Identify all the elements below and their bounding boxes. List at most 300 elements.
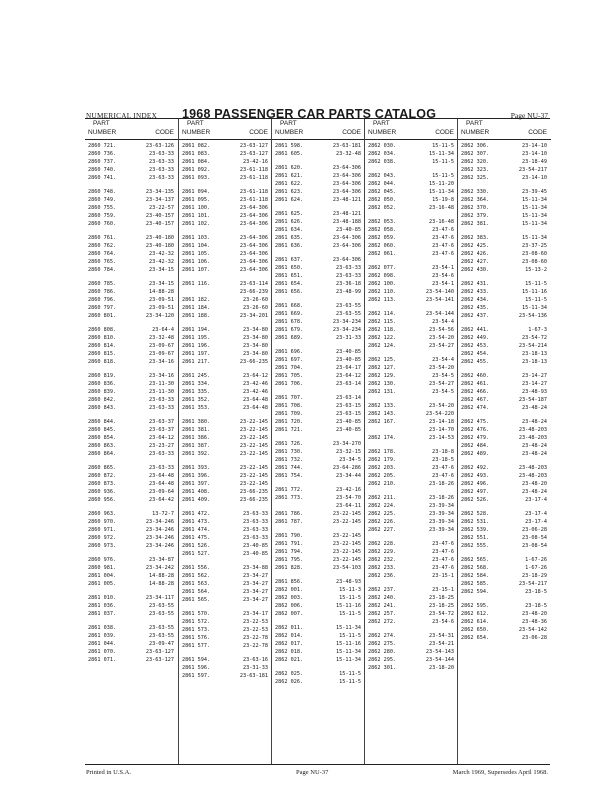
table-row (85, 396, 178, 404)
part-code: 23-63-127 (239, 143, 268, 149)
part-number: 2861 107. (182, 267, 211, 273)
part-number: 2862 014. (275, 633, 304, 639)
table-row (458, 496, 551, 504)
table-row (365, 602, 458, 610)
table-row (272, 302, 365, 310)
table-row (272, 556, 365, 564)
part-code: 23-54-142 (518, 627, 547, 633)
entry-group (272, 624, 365, 664)
part-number: 2862 125. (368, 357, 397, 363)
part-number: 2862 026. (275, 679, 304, 685)
table-row (179, 656, 272, 664)
part-number: 2861 605. (275, 151, 304, 157)
table-row (272, 670, 365, 678)
part-code: 23-63-55 (149, 603, 174, 609)
part-code: 23-54-217 (518, 581, 547, 587)
part-code: 23-34-27 (243, 597, 268, 603)
part-code: 23-34-234 (332, 327, 361, 333)
table-row (272, 578, 365, 586)
part-number: 2861 106. (182, 259, 211, 265)
part-number: 2861 565. (182, 597, 211, 603)
part-number: 2860 872. (88, 473, 117, 479)
table-row (85, 350, 178, 358)
table-row (365, 234, 458, 242)
part-number: 2860 796. (88, 297, 117, 303)
table-row (85, 258, 178, 266)
part-code: 15-11-34 (336, 625, 361, 631)
table-row (179, 418, 272, 426)
part-code: 23-64-12 (336, 373, 361, 379)
table-row (272, 380, 365, 388)
part-code: 23-14-70 (429, 427, 454, 433)
part-code: 23-42-16 (336, 487, 361, 493)
header-number: NUMBER (88, 129, 117, 136)
part-code: 23-39-34 (429, 511, 454, 517)
table-row (179, 534, 272, 542)
part-number: 2861 105. (182, 251, 211, 257)
header-part: PART (373, 120, 390, 127)
part-code: 23-47-6 (432, 251, 454, 257)
part-number: 2862 227. (368, 527, 397, 533)
part-number: 2862 131. (368, 389, 397, 395)
table-row (85, 296, 178, 304)
table-row (365, 188, 458, 196)
part-code: 23-34-15 (149, 281, 174, 287)
part-number: 2860 864. (88, 451, 117, 457)
table-row (365, 388, 458, 396)
part-code: 23-48-188 (332, 219, 361, 225)
part-code: 23-40-85 (243, 543, 268, 549)
table-row (458, 358, 551, 366)
part-code: 23-14-10 (522, 143, 547, 149)
table-row (85, 312, 178, 320)
table-row (458, 634, 551, 642)
table-row (272, 540, 365, 548)
part-code: 23-18-13 (522, 359, 547, 365)
entry-group (272, 164, 365, 204)
table-row (179, 296, 272, 304)
part-number: 2862 531. (461, 519, 490, 525)
part-code: 23-40-180 (145, 235, 174, 241)
table-row (365, 594, 458, 602)
part-code: 23-63-55 (149, 611, 174, 617)
table-row (458, 196, 551, 204)
part-code: 23-64-306 (239, 235, 268, 241)
part-code: 23-17-4 (525, 497, 547, 503)
table-row (458, 542, 551, 550)
entry-group (85, 280, 178, 320)
part-code: 23-14-27 (522, 373, 547, 379)
table-row (365, 664, 458, 672)
part-number: 2860 797. (88, 305, 117, 311)
part-number: 2862 225. (368, 511, 397, 517)
table-row (85, 304, 178, 312)
part-code: 14-88-28 (149, 289, 174, 295)
part-code: 23-48-99 (336, 289, 361, 295)
part-code: 23-14-10 (522, 175, 547, 181)
table-row (85, 250, 178, 258)
part-code: 23-54-31 (429, 633, 454, 639)
part-code: 23-22-53 (243, 619, 268, 625)
part-code: 23-22-78 (243, 635, 268, 641)
entry-group (272, 440, 365, 480)
part-number: 2861 794. (275, 549, 304, 555)
part-code: 15-11-5 (339, 633, 361, 639)
part-code: 23-64-48 (149, 481, 174, 487)
part-code: 23-63-15 (336, 411, 361, 417)
entry-group (179, 280, 272, 320)
part-code: 15-11-3 (339, 587, 361, 593)
part-number: 2862 205. (368, 473, 397, 479)
part-code: 23-40-85 (336, 349, 361, 355)
part-number: 2861 092. (182, 167, 211, 173)
table-row (179, 434, 272, 442)
part-number: 2862 425. (461, 243, 490, 249)
table-row (458, 534, 551, 542)
part-code: 23-42-46 (243, 381, 268, 387)
part-number: 2862 466. (461, 389, 490, 395)
table-row (365, 494, 458, 502)
part-number: 2860 760. (88, 221, 117, 227)
part-code: 23-54-144 (425, 657, 454, 663)
part-number: 2862 614. (461, 619, 490, 625)
part-number: 2862 489. (461, 451, 490, 457)
table-row (458, 518, 551, 526)
part-number: 2861 730. (275, 449, 304, 455)
table-row (458, 158, 551, 166)
table-row (458, 564, 551, 572)
part-number: 2860 749. (88, 197, 117, 203)
part-number: 2862 236. (368, 573, 397, 579)
part-number: 2861 773. (275, 495, 304, 501)
table-row (179, 488, 272, 496)
table-row (458, 242, 551, 250)
table-row (179, 572, 272, 580)
table-row (272, 264, 365, 272)
part-code: 14-88-28 (149, 573, 174, 579)
part-number: 2862 307. (461, 151, 490, 157)
part-number: 2862 455. (461, 359, 490, 365)
table-row (458, 588, 551, 596)
table-row (272, 602, 365, 610)
part-code: 23-34-234 (332, 319, 361, 325)
part-number: 2862 612. (461, 611, 490, 617)
part-number: 2862 484. (461, 443, 490, 449)
table-row (365, 264, 458, 272)
table-row (179, 426, 272, 434)
part-number: 2860 741. (88, 175, 117, 181)
table-row (458, 188, 551, 196)
part-number: 2862 449. (461, 335, 490, 341)
table-row (85, 204, 178, 212)
part-code: 23-09-51 (149, 297, 174, 303)
part-code: 15-11-34 (429, 189, 454, 195)
index-column (364, 119, 458, 764)
part-number: 2860 873. (88, 481, 117, 487)
table-row (85, 326, 178, 334)
part-number: 2862 203. (368, 465, 397, 471)
part-number: 2862 474. (461, 405, 490, 411)
part-code: 23-08-60 (522, 251, 547, 257)
part-number: 2861 696. (275, 349, 304, 355)
part-code: 23-48-24 (522, 489, 547, 495)
part-code: 23-18-25 (429, 595, 454, 601)
table-row (85, 510, 178, 518)
part-number: 2862 061. (368, 251, 397, 257)
part-number: 2861 705. (275, 373, 304, 379)
part-number: 2862 585. (461, 581, 490, 587)
part-code: 23-54-20 (429, 365, 454, 371)
entry-group (365, 402, 458, 442)
part-code: 15-11-5 (339, 671, 361, 677)
part-code: 23-15-1 (432, 587, 454, 593)
part-number: 2861 772. (275, 487, 304, 493)
part-number: 2861 038. (88, 625, 117, 631)
part-code: 23-63-55 (149, 633, 174, 639)
part-number: 2861 526. (182, 543, 211, 549)
table-row (179, 158, 272, 166)
part-code: 23-63-37 (149, 427, 174, 433)
table-row (85, 610, 178, 618)
table-row (272, 486, 365, 494)
part-number: 2862 650. (461, 627, 490, 633)
part-code: 23-63-33 (243, 519, 268, 525)
part-number: 2862 461. (461, 381, 490, 387)
part-number: 2861 573. (182, 627, 211, 633)
part-code: 23-64-11 (336, 503, 361, 509)
table-row (458, 510, 551, 518)
part-number: 2861 393. (182, 465, 211, 471)
table-row (365, 526, 458, 534)
entry-group (179, 142, 272, 182)
table-row (179, 142, 272, 150)
part-code: 23-64-12 (149, 435, 174, 441)
part-code: 23-64-42 (149, 497, 174, 503)
table-row (85, 166, 178, 174)
part-number: 2860 863. (88, 443, 117, 449)
header-part: PART (93, 120, 110, 127)
table-row (272, 318, 365, 326)
table-row (458, 280, 551, 288)
table-row (365, 426, 458, 434)
part-code: 23-48-121 (332, 211, 361, 217)
table-row (85, 640, 178, 648)
part-number: 2860 844. (88, 419, 117, 425)
part-code: 23-63-33 (336, 265, 361, 271)
part-code: 23-48-93 (522, 389, 547, 395)
part-code: 23-54-27 (429, 343, 454, 349)
table-row (179, 642, 272, 650)
part-code: 15-11-34 (336, 657, 361, 663)
part-code: 23-66-239 (239, 289, 268, 295)
part-number: 2861 100. (182, 205, 211, 211)
table-row (272, 518, 365, 526)
part-code: 23-34-27 (243, 573, 268, 579)
part-number: 2862 325. (461, 175, 490, 181)
table-row (458, 142, 551, 150)
table-row (365, 548, 458, 556)
header-code: CODE (528, 129, 547, 136)
part-number: 2861 636. (275, 243, 304, 249)
entry-group (179, 510, 272, 558)
table-row (365, 318, 458, 326)
table-row (458, 572, 551, 580)
part-code: 23-64-306 (239, 259, 268, 265)
part-code: 23-34-80 (243, 327, 268, 333)
part-code: 23-61-118 (239, 175, 268, 181)
part-code: 23-63-14 (336, 381, 361, 387)
part-code: 23-08-54 (522, 535, 547, 541)
table-row (272, 164, 365, 172)
part-number: 2860 764. (88, 251, 117, 257)
table-row (365, 272, 458, 280)
part-code: 23-32-15 (336, 449, 361, 455)
part-number: 2862 006. (275, 603, 304, 609)
table-row (365, 218, 458, 226)
part-number: 2861 352. (182, 397, 211, 403)
part-number: 2862 240. (368, 595, 397, 601)
part-number: 2861 706. (275, 381, 304, 387)
part-code: 23-18-49 (522, 159, 547, 165)
table-row (85, 266, 178, 274)
part-code: 23-34-246 (145, 543, 174, 549)
entry-group (85, 418, 178, 458)
part-number: 2861 596. (182, 665, 211, 671)
column-header (365, 119, 458, 140)
table-row (179, 588, 272, 596)
part-code: 23-16-48 (429, 205, 454, 211)
part-number: 2862 052. (368, 205, 397, 211)
part-code: 23-34-135 (145, 189, 174, 195)
part-number: 2861 577. (182, 643, 211, 649)
table-row (458, 342, 551, 350)
part-code: 23-34-27 (243, 581, 268, 587)
part-code: 14-88-28 (149, 581, 174, 587)
part-number: 2861 626. (275, 219, 304, 225)
table-row (365, 618, 458, 626)
table-row (272, 234, 365, 242)
part-number: 2862 565. (461, 557, 490, 563)
part-number: 2860 786. (88, 289, 117, 295)
part-number: 2861 182. (182, 297, 211, 303)
part-code: 23-22-145 (239, 419, 268, 425)
part-code: 23-54-21 (429, 641, 454, 647)
table-row (85, 142, 178, 150)
table-row (85, 388, 178, 396)
table-row (458, 166, 551, 174)
part-code: 15-11-34 (336, 649, 361, 655)
part-code: 23-63-37 (149, 419, 174, 425)
part-number: 2862 122. (368, 335, 397, 341)
part-code: 23-09-64 (149, 489, 174, 495)
header-code: CODE (155, 129, 174, 136)
part-number: 2861 621. (275, 173, 304, 179)
part-number: 2861 654. (275, 281, 304, 287)
table-row (85, 288, 178, 296)
table-row (179, 580, 272, 588)
part-code: 23-18-5 (525, 589, 547, 595)
part-number: 2862 272. (368, 619, 397, 625)
table-row (365, 448, 458, 456)
part-number: 2861 744. (275, 465, 304, 471)
part-code: 15-19-8 (432, 197, 454, 203)
part-number: 2860 936. (88, 489, 117, 495)
entry-group (179, 372, 272, 412)
table-row (85, 572, 178, 580)
part-code: 23-11-30 (149, 381, 174, 387)
part-number: 2862 595. (461, 603, 490, 609)
part-code: 23-42-32 (149, 251, 174, 257)
table-row (179, 350, 272, 358)
part-code: 23-08-54 (522, 543, 547, 549)
table-row (179, 396, 272, 404)
table-row (179, 358, 272, 366)
part-code: 23-26-60 (243, 305, 268, 311)
entry-group (85, 326, 178, 366)
table-row (179, 280, 272, 288)
part-code: 23-63-33 (149, 151, 174, 157)
table-row (458, 372, 551, 380)
table-row (85, 542, 178, 550)
part-code: 23-34-246 (145, 535, 174, 541)
part-number: 2862 130. (368, 381, 397, 387)
table-row (272, 210, 365, 218)
part-number: 2862 115. (368, 319, 397, 325)
part-code: 23-22-145 (239, 481, 268, 487)
part-number: 2861 473. (182, 519, 211, 525)
part-number: 2861 005. (88, 581, 117, 587)
part-number: 2862 551. (461, 535, 490, 541)
table-row (85, 472, 178, 480)
part-code: 1-67-26 (525, 565, 547, 571)
part-code: 23-54-217 (518, 167, 547, 173)
part-number: 2861 335. (182, 389, 211, 395)
entry-group (179, 656, 272, 680)
part-number: 2862 118. (368, 327, 397, 333)
table-row (458, 220, 551, 228)
part-code: 23-63-33 (149, 175, 174, 181)
entry-group (272, 532, 365, 572)
header-number: NUMBER (275, 129, 304, 136)
table-row (272, 196, 365, 204)
part-code: 15-11-34 (522, 305, 547, 311)
part-number: 2861 598. (275, 143, 304, 149)
part-code: 23-64-306 (332, 243, 361, 249)
part-number: 2860 765. (88, 259, 117, 265)
part-number: 2861 634. (275, 227, 304, 233)
part-number: 2862 127. (368, 365, 397, 371)
table-row (179, 234, 272, 242)
table-row (458, 388, 551, 396)
table-row (272, 640, 365, 648)
table-row (458, 556, 551, 564)
part-code: 23-22-145 (239, 465, 268, 471)
part-number: 2862 493. (461, 473, 490, 479)
part-number: 2862 017. (275, 641, 304, 647)
part-number: 2861 650. (275, 265, 304, 271)
header-code: CODE (342, 129, 361, 136)
table-row (458, 404, 551, 412)
part-code: 23-18-13 (522, 351, 547, 357)
table-row (365, 310, 458, 318)
part-number: 2862 496. (461, 481, 490, 487)
index-column (178, 119, 272, 764)
part-code: 23-63-55 (336, 303, 361, 309)
table-row (458, 434, 551, 442)
part-code: 15-11-5 (339, 679, 361, 685)
table-row (272, 288, 365, 296)
part-number: 2861 622. (275, 181, 304, 187)
